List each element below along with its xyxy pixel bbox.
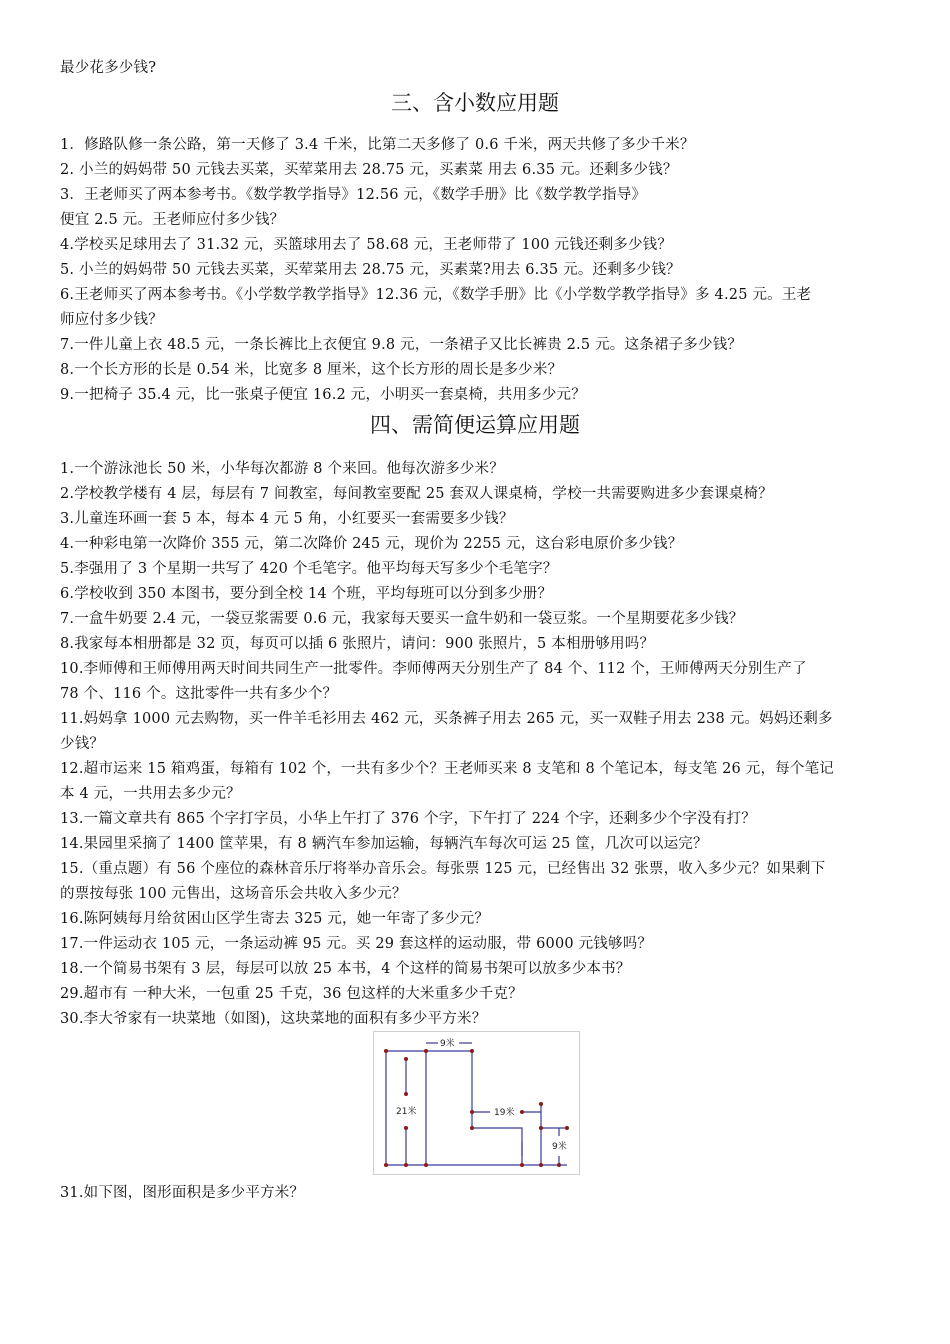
s4-line-10: 78 个、116 个。这批零件一共有多少个？	[60, 686, 338, 702]
s3-line-7: 6.王老师买了两本参考书。《小学数学教学指导》12.36 元，《数学手册》比《小学数学教学指导》多 4.25 元。王老	[60, 287, 812, 303]
s4-line-20: 17.一件运动衣 105 元，一条运动裤 95 元。买 29 套这样的运动服，带 6000 元钱够吗？	[60, 936, 653, 952]
s3-line-10: 8.一个长方形的长是 0.54 米，比宽多 8 厘米，这个长方形的周长是多少米？	[60, 362, 563, 378]
label-right-9m: 9米	[552, 1142, 567, 1152]
vertex-dot	[404, 1092, 408, 1096]
vertex-dot	[557, 1163, 561, 1167]
s4-line-14: 本 4 元，一共用去多少元？	[60, 786, 241, 802]
s4-line-16: 14.果园里采摘了 1400 筐苹果，有 8 辆汽车参加运输，每辆汽车每次可运 25 筐，几次可以运完？	[60, 836, 708, 852]
s4-line-8: 8.我家每本相册都是 32 页，每页可以插 6 张照片，请问：900 张照片，5 本相册够用吗？	[60, 636, 655, 652]
s3-line-6: 5. 小兰的妈妈带 50 元钱去买菜，买荤菜用去 28.75 元，买素菜?用去 6.35 元。还剩多少钱？	[60, 262, 681, 278]
s4-line-11: 11.妈妈拿 1000 元去购物，买一件羊毛衫用去 462 元，买条裤子用去 265 元，买一双鞋子用去 238 元。妈妈还剩多	[60, 711, 833, 727]
section4-title: 四、需简便运算应用题	[370, 413, 580, 437]
s3-line-8: 师应付多少钱？	[60, 312, 163, 328]
label-left-21m: 21米	[396, 1107, 417, 1117]
s3-line-9: 7.一件儿童上衣 48.5 元，一条长裤比上衣便宜 9.8 元，一条裙子又比长裤贵 2.5 元。这条裙子多少钱？	[60, 337, 743, 353]
s4-line-18: 的票按每张 100 元售出，这场音乐会共收入多少元？	[60, 886, 407, 902]
s4-line-22: 29.超市有 一种大米，一包重 25 千克，36 包这样的大米重多少千克？	[60, 986, 523, 1002]
s3-line-5: 4.学校买足球用去了 31.32 元，买篮球用去了 58.68 元，王老师带了 100 元钱还剩多少钱？	[60, 237, 673, 253]
vertex-dot	[539, 1126, 543, 1130]
s4-line-4: 4.一种彩电第一次降价 355 元，第二次降价 245 元，现价为 2255 元，这台彩电原价多少钱？	[60, 536, 683, 552]
s4-line-19: 16.陈阿姨每月给贫困山区学生寄去 325 元，她一年寄了多少元？	[60, 911, 490, 927]
s4-line-1: 1.一个游泳池长 50 米，小华每次都游 8 个来回。他每次游多少米？	[60, 461, 504, 477]
s4-line-12: 少钱？	[60, 736, 105, 752]
s3-line-11: 9.一把椅子 35.4 元，比一张桌子便宜 16.2 元，小明买一套桌椅，共用多少元？	[60, 387, 586, 403]
s3-line-4: 便宜 2.5 元。王老师应付多少钱？	[60, 212, 285, 228]
vertex-dot	[470, 1049, 474, 1053]
vertex-dot	[404, 1163, 408, 1167]
s4-line-21: 18.一个简易书架有 3 层，每层可以放 25 本书，4 个这样的简易书架可以放多少本书？	[60, 961, 631, 977]
vertex-dot	[384, 1163, 388, 1167]
s3-line-1: 1．修路队修一条公路，第一天修了 3.4 千米，比第二天多修了 0.6 千米，两天共修了多少千米？	[60, 137, 695, 153]
label-middle-19m: 19米	[494, 1108, 515, 1118]
vertex-dot	[520, 1110, 524, 1114]
s3-line-3: 3．王老师买了两本参考书。《数学教学指导》12.56 元，《数学手册》比《数学教学指导》	[60, 187, 647, 203]
s4-line-13: 12.超市运来 15 箱鸡蛋，每箱有 102 个，一共有多少个？王老师买来 8 支笔和 8 个笔记本，每支笔 26 元，每个笔记	[60, 761, 834, 777]
plot-diagram-svg	[374, 1032, 579, 1174]
section3-title: 三、含小数应用题	[391, 91, 559, 115]
s4-line-23: 30.李大爷家有一块菜地（如图)，这块菜地的面积有多少平方米？	[60, 1011, 487, 1027]
s3-line-2: 2. 小兰的妈妈带 50 元钱去买菜，买荤菜用去 28.75 元，买素菜 用去 6.35 元。还剩多少钱？	[60, 162, 678, 178]
last-line: 31.如下图，图形面积是多少平方米？	[60, 1185, 305, 1201]
s4-line-15: 13.一篇文章共有 865 个字打字员，小华上午打了 376 个字，下午打了 224 个字，还剩多少个字没有打？	[60, 811, 756, 827]
vertex-dot	[520, 1163, 524, 1167]
vertex-dot	[539, 1102, 543, 1106]
s4-line-3: 3.儿童连环画一套 5 本，每本 4 元 5 角，小红要买一套需要多少钱？	[60, 511, 514, 527]
s4-line-9: 10.李师傅和王师傅用两天时间共同生产一批零件。李师傅两天分别生产了 84 个、112 个，王师傅两天分别生产了	[60, 661, 807, 677]
vertex-dot	[384, 1049, 388, 1053]
intro-line: 最少花多少钱?	[60, 60, 157, 76]
vertex-dot	[424, 1163, 428, 1167]
vertex-dot	[539, 1163, 543, 1167]
label-top-9m: 9米	[440, 1039, 455, 1049]
s4-line-6: 6.学校收到 350 本图书，要分到全校 14 个班，平均每班可以分到多少册？	[60, 586, 553, 602]
vertex-dot	[404, 1126, 408, 1130]
vertex-dot	[470, 1126, 474, 1130]
s4-line-5: 5.李强用了 3 个星期一共写了 420 个毛笔字。他平均每天写多少个毛笔字？	[60, 561, 558, 577]
s4-line-17: 15.（重点题）有 56 个座位的森林音乐厅将举办音乐会。每张票 125 元，已经售出 32 张票，收入多少元？如果剩下	[60, 861, 826, 877]
vegetable-plot-diagram	[373, 1031, 580, 1175]
vertex-dot	[404, 1057, 408, 1061]
vertex-dot	[424, 1049, 428, 1053]
vertex-dot	[565, 1126, 569, 1130]
s4-line-7: 7.一盒牛奶要 2.4 元，一袋豆浆需要 0.6 元，我家每天要买一盒牛奶和一袋豆浆。一个星期要花多少钱？	[60, 611, 744, 627]
vertex-dot	[470, 1110, 474, 1114]
s4-line-2: 2.学校教学楼有 4 层，每层有 7 间教室，每间教室要配 25 套双人课桌椅，学校一共需要购进多少套课桌椅？	[60, 486, 773, 502]
